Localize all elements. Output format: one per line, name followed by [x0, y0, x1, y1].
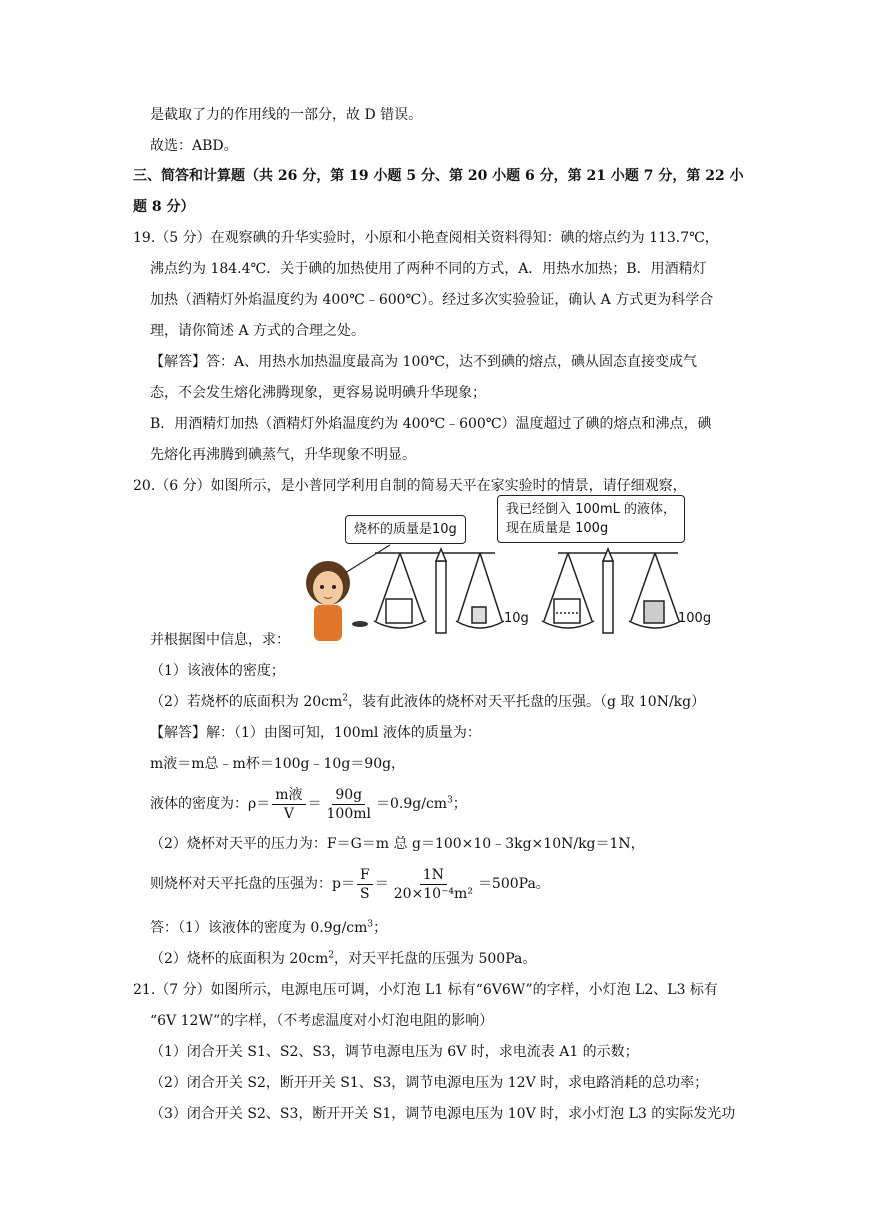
text-span: ＝0.9g/cm — [376, 796, 448, 812]
section-heading-cont: 题 8 分） — [133, 199, 195, 215]
subquestion-1: （1）该液体的密度； — [150, 663, 285, 679]
fraction — [357, 866, 373, 903]
subquestion-2: （2）闭合开关 S2，断开开关 S1、S3，调节电源电压为 12V 时，求电路消耗的总功率； — [150, 1075, 709, 1091]
text-line: 沸点约为 184.4℃．关于碘的加热使用了两种不同的方式，A．用热水加热；B．用酒精灯 — [150, 261, 707, 277]
formula-density: 液体的密度为：ρ＝ $\frac{\text{m液}}{V}$ ＝ $\frac{90g}{100ml}$ $=0.9g/cm^3$； — [150, 786, 467, 822]
formula-mass: m液＝m总﹣m杯＝100g﹣10g＝90g， — [150, 756, 406, 772]
question-21: 21.（7 分）如图所示，电源电压可调，小灯泡 L1 标有“6V6W”的字样，小灯泡 L2、L3 标有 — [133, 982, 718, 998]
superscript: 2 — [328, 950, 335, 961]
balance-figure — [300, 493, 720, 643]
subquestion-3: （3）闭合开关 S2、S3，断开开关 S1，调节电源电压为 10V 时，求小灯泡 L3 的实际发光功 — [150, 1106, 736, 1122]
text-line: B．用酒精灯加热（酒精灯外焰温度约为 400℃﹣600℃）温度超过了碘的熔点和沸点，碘 — [150, 416, 712, 432]
weight-label-2: 100g — [678, 611, 712, 626]
numerator: m液 — [272, 786, 305, 805]
superscript: 3 — [447, 795, 453, 806]
subquestion-1: （1）闭合开关 S1、S2、S3，调节电源电压为 6V 时，求电流表 A1 的示数； — [150, 1044, 639, 1060]
balance-left-icon — [374, 549, 504, 633]
balance-right-icon — [542, 549, 681, 633]
text-span: （2）烧杯的底面积为 20cm — [150, 951, 329, 967]
numerator: F — [357, 866, 373, 885]
speech-bubble-1: 烧杯的质量是10g — [345, 515, 466, 544]
question-20: 20.（6 分）如图所示，是小普同学利用自制的简易天平在家实验时的情景，请仔细观察， — [133, 478, 687, 494]
subquestion-2 — [150, 692, 705, 712]
girl-icon — [306, 561, 368, 641]
bubble2-line2: 现在质量是 100g — [506, 521, 609, 536]
speech-bubble-2 — [497, 495, 685, 543]
formula-pressure: 则烧杯对天平托盘的压强为：p＝ $\frac{F}{S}$ ＝ $\frac{1N}{\text{20×10⁻⁴m²}}$ ＝500Pa。 — [150, 866, 550, 902]
formula-force: （2）烧杯对天平的压力为：F＝G＝m 总 g＝100×10﹣3kg×10N/kg＝1N， — [150, 836, 645, 852]
denominator: 100ml — [326, 805, 371, 822]
numerator: 1N — [420, 866, 447, 885]
fraction — [391, 866, 476, 903]
text-span: ＝500Pa。 — [477, 876, 550, 892]
bubble-tail-1 — [345, 545, 390, 573]
fraction — [272, 786, 305, 823]
text-span: 则烧杯对天平托盘的压强为：p＝ — [150, 876, 355, 892]
text-span: ，装有此液体的烧杯对天平托盘的压强。（g 取 10N/kg） — [348, 694, 706, 710]
bubble2-line1: 我已经倒入 100mL 的液体， — [506, 502, 676, 517]
denominator: 20×10⁻⁴m² — [393, 885, 473, 902]
text-span: 液体的密度为：ρ＝ — [150, 796, 271, 812]
text-line: 加热（酒精灯外焰温度约为 400℃﹣600℃）。经过多次实验验证，确认 A 方式更为科学合 — [150, 292, 714, 308]
answer-line: 【解答】解：（1）由图可知，100ml 液体的质量为： — [150, 725, 481, 741]
text-span: （2）若烧杯的底面积为 20cm — [150, 694, 343, 710]
text-line: 先熔化再沸腾到碘蒸气，升华现象不明显。 — [150, 447, 416, 463]
fraction — [324, 786, 374, 823]
question-19: 19.（5 分）在观察碘的升华实验时，小原和小艳查阅相关资料得知：碘的熔点约为 113.7℃， — [133, 230, 719, 246]
text-line: 故选：ABD。 — [150, 138, 238, 154]
denominator: V — [283, 805, 294, 822]
text-span: 答：（1）该液体的密度为 0.9g/cm — [150, 920, 368, 936]
numerator: 90g — [332, 786, 365, 805]
superscript: 2 — [342, 693, 349, 704]
text-line: 理，请你简述 A 方式的合理之处。 — [150, 323, 366, 339]
text-line: 是截取了力的作用线的一部分，故 D 错误。 — [150, 107, 423, 123]
text-line: “6V 12W”的字样，（不考虑温度对小灯泡电阻的影响） — [150, 1013, 494, 1029]
weight-label-1: 10g — [504, 611, 529, 626]
text-span: ，对天平托盘的压强为 500Pa。 — [334, 951, 537, 967]
answer-summary: 答：（1）该液体的密度为 $0.9g/cm^3$； — [150, 919, 388, 936]
text-line: 并根据图中信息，求： — [150, 632, 290, 648]
superscript: 3 — [367, 919, 374, 930]
section-heading: 三、简答和计算题（共 26 分，第 19 小题 5 分、第 20 小题 6 分，第 21 小题 7 分，第 22 小 — [133, 168, 744, 184]
denominator: S — [360, 885, 370, 902]
text-line: 态，不会发生熔化沸腾现象，更容易说明碘升华现象； — [150, 385, 486, 401]
answer-line: 【解答】答：A、用热水加热温度最高为 100℃，达不到碘的熔点，碘从固态直接变成气 — [150, 354, 697, 370]
answer-summary — [150, 949, 536, 969]
